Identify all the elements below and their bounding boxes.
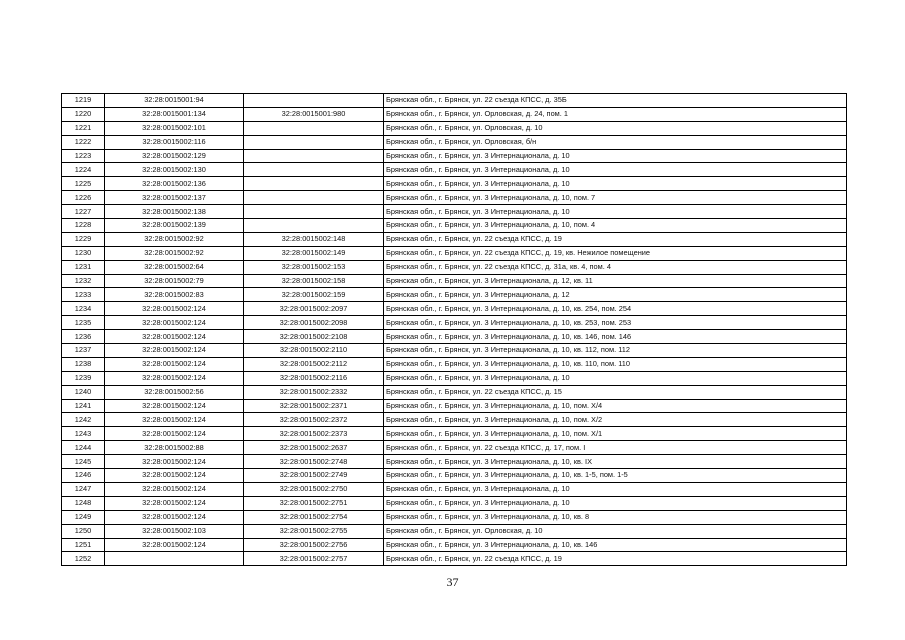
row-number-cell: 1247 (62, 482, 105, 496)
land-cadastral-number-cell: 32:28:0015002:137 (105, 191, 244, 205)
table-row (62, 135, 847, 149)
row-number-cell: 1225 (62, 177, 105, 191)
row-number-cell: 1226 (62, 191, 105, 205)
address-cell: Брянская обл., г. Брянск, ул. 3 Интернационала, д. 10 (384, 482, 847, 496)
row-number-cell: 1238 (62, 357, 105, 371)
row-number-cell: 1224 (62, 163, 105, 177)
land-cadastral-number-cell (105, 552, 244, 566)
building-cadastral-number-cell: 32:28:0015002:158 (244, 274, 384, 288)
land-cadastral-number-cell: 32:28:0015002:124 (105, 316, 244, 330)
row-number-cell: 1223 (62, 149, 105, 163)
table-row (62, 427, 847, 441)
address-cell: Брянская обл., г. Брянск, ул. 3 Интернационала, д. 10, пом. 4 (384, 219, 847, 233)
table-row (62, 246, 847, 260)
address-cell: Брянская обл., г. Брянск, ул. Орловская, д. 10 (384, 121, 847, 135)
property-table (61, 93, 847, 566)
land-cadastral-number-cell: 32:28:0015002:88 (105, 441, 244, 455)
table-row (62, 232, 847, 246)
land-cadastral-number-cell: 32:28:0015001:94 (105, 94, 244, 108)
table-row (62, 344, 847, 358)
address-cell: Брянская обл., г. Брянск, ул. 3 Интернационала, д. 10, пом. X/2 (384, 413, 847, 427)
table-row (62, 316, 847, 330)
land-cadastral-number-cell: 32:28:0015002:124 (105, 399, 244, 413)
land-cadastral-number-cell: 32:28:0015002:130 (105, 163, 244, 177)
building-cadastral-number-cell: 32:28:0015002:2751 (244, 496, 384, 510)
address-cell: Брянская обл., г. Брянск, ул. 22 съезда КПСС, д. 15 (384, 385, 847, 399)
address-cell: Брянская обл., г. Брянск, ул. Орловская, д. 24, пом. 1 (384, 107, 847, 121)
table-row (62, 260, 847, 274)
page-number: 37 (446, 575, 459, 589)
building-cadastral-number-cell: 32:28:0015002:148 (244, 232, 384, 246)
row-number-cell: 1237 (62, 344, 105, 358)
table-row (62, 552, 847, 566)
address-cell: Брянская обл., г. Брянск, ул. 3 Интернационала, д. 10, кв. 146, пом. 146 (384, 330, 847, 344)
row-number-cell: 1248 (62, 496, 105, 510)
table-row (62, 455, 847, 469)
row-number-cell: 1240 (62, 385, 105, 399)
row-number-cell: 1233 (62, 288, 105, 302)
row-number-cell: 1252 (62, 552, 105, 566)
land-cadastral-number-cell: 32:28:0015002:129 (105, 149, 244, 163)
table-row (62, 482, 847, 496)
address-cell: Брянская обл., г. Брянск, ул. 22 съезда КПСС, д. 17, пом. I (384, 441, 847, 455)
address-cell: Брянская обл., г. Брянск, ул. Орловская, д. 10 (384, 524, 847, 538)
address-cell: Брянская обл., г. Брянск, ул. 3 Интернационала, д. 10, пом. X/1 (384, 427, 847, 441)
table-row (62, 163, 847, 177)
row-number-cell: 1228 (62, 219, 105, 233)
property-table-body (62, 94, 847, 566)
land-cadastral-number-cell: 32:28:0015002:101 (105, 121, 244, 135)
table-row (62, 219, 847, 233)
building-cadastral-number-cell: 32:28:0015002:2112 (244, 357, 384, 371)
row-number-cell: 1234 (62, 302, 105, 316)
land-cadastral-number-cell: 32:28:0015002:56 (105, 385, 244, 399)
building-cadastral-number-cell: 32:28:0015002:2755 (244, 524, 384, 538)
row-number-cell: 1243 (62, 427, 105, 441)
land-cadastral-number-cell: 32:28:0015002:138 (105, 205, 244, 219)
land-cadastral-number-cell: 32:28:0015002:124 (105, 510, 244, 524)
address-cell: Брянская обл., г. Брянск, ул. 3 Интернационала, д. 10 (384, 163, 847, 177)
land-cadastral-number-cell: 32:28:0015002:124 (105, 330, 244, 344)
table-row (62, 191, 847, 205)
address-cell: Брянская обл., г. Брянск, ул. 3 Интернационала, д. 10, кв. 112, пом. 112 (384, 344, 847, 358)
table-row (62, 441, 847, 455)
table-row (62, 94, 847, 108)
address-cell: Брянская обл., г. Брянск, ул. 3 Интернационала, д. 10, кв. 146 (384, 538, 847, 552)
address-cell: Брянская обл., г. Брянск, ул. 22 съезда КПСС, д. 19 (384, 552, 847, 566)
address-cell: Брянская обл., г. Брянск, ул. 3 Интернационала, д. 10, кв. 253, пом. 253 (384, 316, 847, 330)
land-cadastral-number-cell: 32:28:0015002:124 (105, 413, 244, 427)
building-cadastral-number-cell: 32:28:0015002:2097 (244, 302, 384, 316)
land-cadastral-number-cell: 32:28:0015002:64 (105, 260, 244, 274)
building-cadastral-number-cell: 32:28:0015002:2757 (244, 552, 384, 566)
row-number-cell: 1239 (62, 371, 105, 385)
row-number-cell: 1231 (62, 260, 105, 274)
land-cadastral-number-cell: 32:28:0015002:124 (105, 469, 244, 483)
row-number-cell: 1236 (62, 330, 105, 344)
building-cadastral-number-cell: 32:28:0015002:2373 (244, 427, 384, 441)
table-row (62, 149, 847, 163)
land-cadastral-number-cell: 32:28:0015001:134 (105, 107, 244, 121)
building-cadastral-number-cell: 32:28:0015001:980 (244, 107, 384, 121)
table-row (62, 469, 847, 483)
address-cell: Брянская обл., г. Брянск, ул. 3 Интернационала, д. 10 (384, 496, 847, 510)
row-number-cell: 1219 (62, 94, 105, 108)
address-cell: Брянская обл., г. Брянск, ул. 22 съезда КПСС, д. 19 (384, 232, 847, 246)
address-cell: Брянская обл., г. Брянск, ул. 3 Интернационала, д. 10 (384, 177, 847, 191)
table-row (62, 413, 847, 427)
table-row (62, 371, 847, 385)
table-row (62, 177, 847, 191)
table-row (62, 288, 847, 302)
building-cadastral-number-cell: 32:28:0015002:2372 (244, 413, 384, 427)
row-number-cell: 1245 (62, 455, 105, 469)
table-row (62, 274, 847, 288)
building-cadastral-number-cell: 32:28:0015002:153 (244, 260, 384, 274)
row-number-cell: 1232 (62, 274, 105, 288)
land-cadastral-number-cell: 32:28:0015002:92 (105, 246, 244, 260)
building-cadastral-number-cell (244, 121, 384, 135)
building-cadastral-number-cell: 32:28:0015002:2748 (244, 455, 384, 469)
address-cell: Брянская обл., г. Брянск, ул. 3 Интернационала, д. 10, пом. X/4 (384, 399, 847, 413)
address-cell: Брянская обл., г. Брянск, ул. 3 Интернационала, д. 10, кв. 254, пом. 254 (384, 302, 847, 316)
building-cadastral-number-cell (244, 205, 384, 219)
table-row (62, 107, 847, 121)
address-cell: Брянская обл., г. Брянск, ул. 22 съезда КПСС, д. 35Б (384, 94, 847, 108)
land-cadastral-number-cell: 32:28:0015002:116 (105, 135, 244, 149)
building-cadastral-number-cell: 32:28:0015002:2110 (244, 344, 384, 358)
table-row (62, 385, 847, 399)
building-cadastral-number-cell (244, 135, 384, 149)
table-row (62, 205, 847, 219)
land-cadastral-number-cell: 32:28:0015002:124 (105, 496, 244, 510)
land-cadastral-number-cell: 32:28:0015002:124 (105, 357, 244, 371)
row-number-cell: 1230 (62, 246, 105, 260)
building-cadastral-number-cell: 32:28:0015002:2371 (244, 399, 384, 413)
building-cadastral-number-cell (244, 149, 384, 163)
land-cadastral-number-cell: 32:28:0015002:124 (105, 344, 244, 358)
row-number-cell: 1220 (62, 107, 105, 121)
address-cell: Брянская обл., г. Брянск, ул. 3 Интернационала, д. 10, кв. 1-5, пом. 1-5 (384, 469, 847, 483)
row-number-cell: 1249 (62, 510, 105, 524)
building-cadastral-number-cell: 32:28:0015002:2332 (244, 385, 384, 399)
address-cell: Брянская обл., г. Брянск, ул. 22 съезда КПСС, д. 31а, кв. 4, пом. 4 (384, 260, 847, 274)
row-number-cell: 1250 (62, 524, 105, 538)
table-row (62, 524, 847, 538)
building-cadastral-number-cell: 32:28:0015002:2754 (244, 510, 384, 524)
building-cadastral-number-cell (244, 177, 384, 191)
land-cadastral-number-cell: 32:28:0015002:124 (105, 455, 244, 469)
address-cell: Брянская обл., г. Брянск, ул. 3 Интернационала, д. 12, кв. 11 (384, 274, 847, 288)
row-number-cell: 1241 (62, 399, 105, 413)
table-row (62, 357, 847, 371)
address-cell: Брянская обл., г. Брянск, ул. 22 съезда КПСС, д. 19, кв. Нежилое помещение (384, 246, 847, 260)
building-cadastral-number-cell: 32:28:0015002:2756 (244, 538, 384, 552)
row-number-cell: 1221 (62, 121, 105, 135)
address-cell: Брянская обл., г. Брянск, ул. 3 Интернационала, д. 10, пом. 7 (384, 191, 847, 205)
building-cadastral-number-cell: 32:28:0015002:2108 (244, 330, 384, 344)
building-cadastral-number-cell: 32:28:0015002:2750 (244, 482, 384, 496)
address-cell: Брянская обл., г. Брянск, ул. 3 Интернационала, д. 10, кв. IX (384, 455, 847, 469)
building-cadastral-number-cell (244, 163, 384, 177)
address-cell: Брянская обл., г. Брянск, ул. 3 Интернационала, д. 10, кв. 8 (384, 510, 847, 524)
building-cadastral-number-cell: 32:28:0015002:2116 (244, 371, 384, 385)
row-number-cell: 1251 (62, 538, 105, 552)
row-number-cell: 1229 (62, 232, 105, 246)
address-cell: Брянская обл., г. Брянск, ул. 3 Интернационала, д. 10 (384, 371, 847, 385)
building-cadastral-number-cell (244, 191, 384, 205)
land-cadastral-number-cell: 32:28:0015002:92 (105, 232, 244, 246)
building-cadastral-number-cell: 32:28:0015002:159 (244, 288, 384, 302)
table-row (62, 330, 847, 344)
table-row (62, 538, 847, 552)
land-cadastral-number-cell: 32:28:0015002:124 (105, 482, 244, 496)
row-number-cell: 1227 (62, 205, 105, 219)
row-number-cell: 1246 (62, 469, 105, 483)
land-cadastral-number-cell: 32:28:0015002:124 (105, 371, 244, 385)
address-cell: Брянская обл., г. Брянск, ул. 3 Интернационала, д. 12 (384, 288, 847, 302)
table-row (62, 510, 847, 524)
address-cell: Брянская обл., г. Брянск, ул. 3 Интернационала, д. 10 (384, 205, 847, 219)
land-cadastral-number-cell: 32:28:0015002:124 (105, 427, 244, 441)
land-cadastral-number-cell: 32:28:0015002:79 (105, 274, 244, 288)
building-cadastral-number-cell: 32:28:0015002:2637 (244, 441, 384, 455)
table-row (62, 399, 847, 413)
row-number-cell: 1235 (62, 316, 105, 330)
building-cadastral-number-cell: 32:28:0015002:149 (244, 246, 384, 260)
address-cell: Брянская обл., г. Брянск, ул. 3 Интернационала, д. 10, кв. 110, пом. 110 (384, 357, 847, 371)
table-row (62, 302, 847, 316)
table-row (62, 121, 847, 135)
row-number-cell: 1222 (62, 135, 105, 149)
table-row (62, 496, 847, 510)
row-number-cell: 1244 (62, 441, 105, 455)
land-cadastral-number-cell: 32:28:0015002:103 (105, 524, 244, 538)
building-cadastral-number-cell (244, 219, 384, 233)
land-cadastral-number-cell: 32:28:0015002:124 (105, 538, 244, 552)
row-number-cell: 1242 (62, 413, 105, 427)
building-cadastral-number-cell: 32:28:0015002:2098 (244, 316, 384, 330)
address-cell: Брянская обл., г. Брянск, ул. 3 Интернационала, д. 10 (384, 149, 847, 163)
building-cadastral-number-cell (244, 94, 384, 108)
land-cadastral-number-cell: 32:28:0015002:124 (105, 302, 244, 316)
address-cell: Брянская обл., г. Брянск, ул. Орловская, б/н (384, 135, 847, 149)
building-cadastral-number-cell: 32:28:0015002:2749 (244, 469, 384, 483)
land-cadastral-number-cell: 32:28:0015002:139 (105, 219, 244, 233)
land-cadastral-number-cell: 32:28:0015002:136 (105, 177, 244, 191)
land-cadastral-number-cell: 32:28:0015002:83 (105, 288, 244, 302)
